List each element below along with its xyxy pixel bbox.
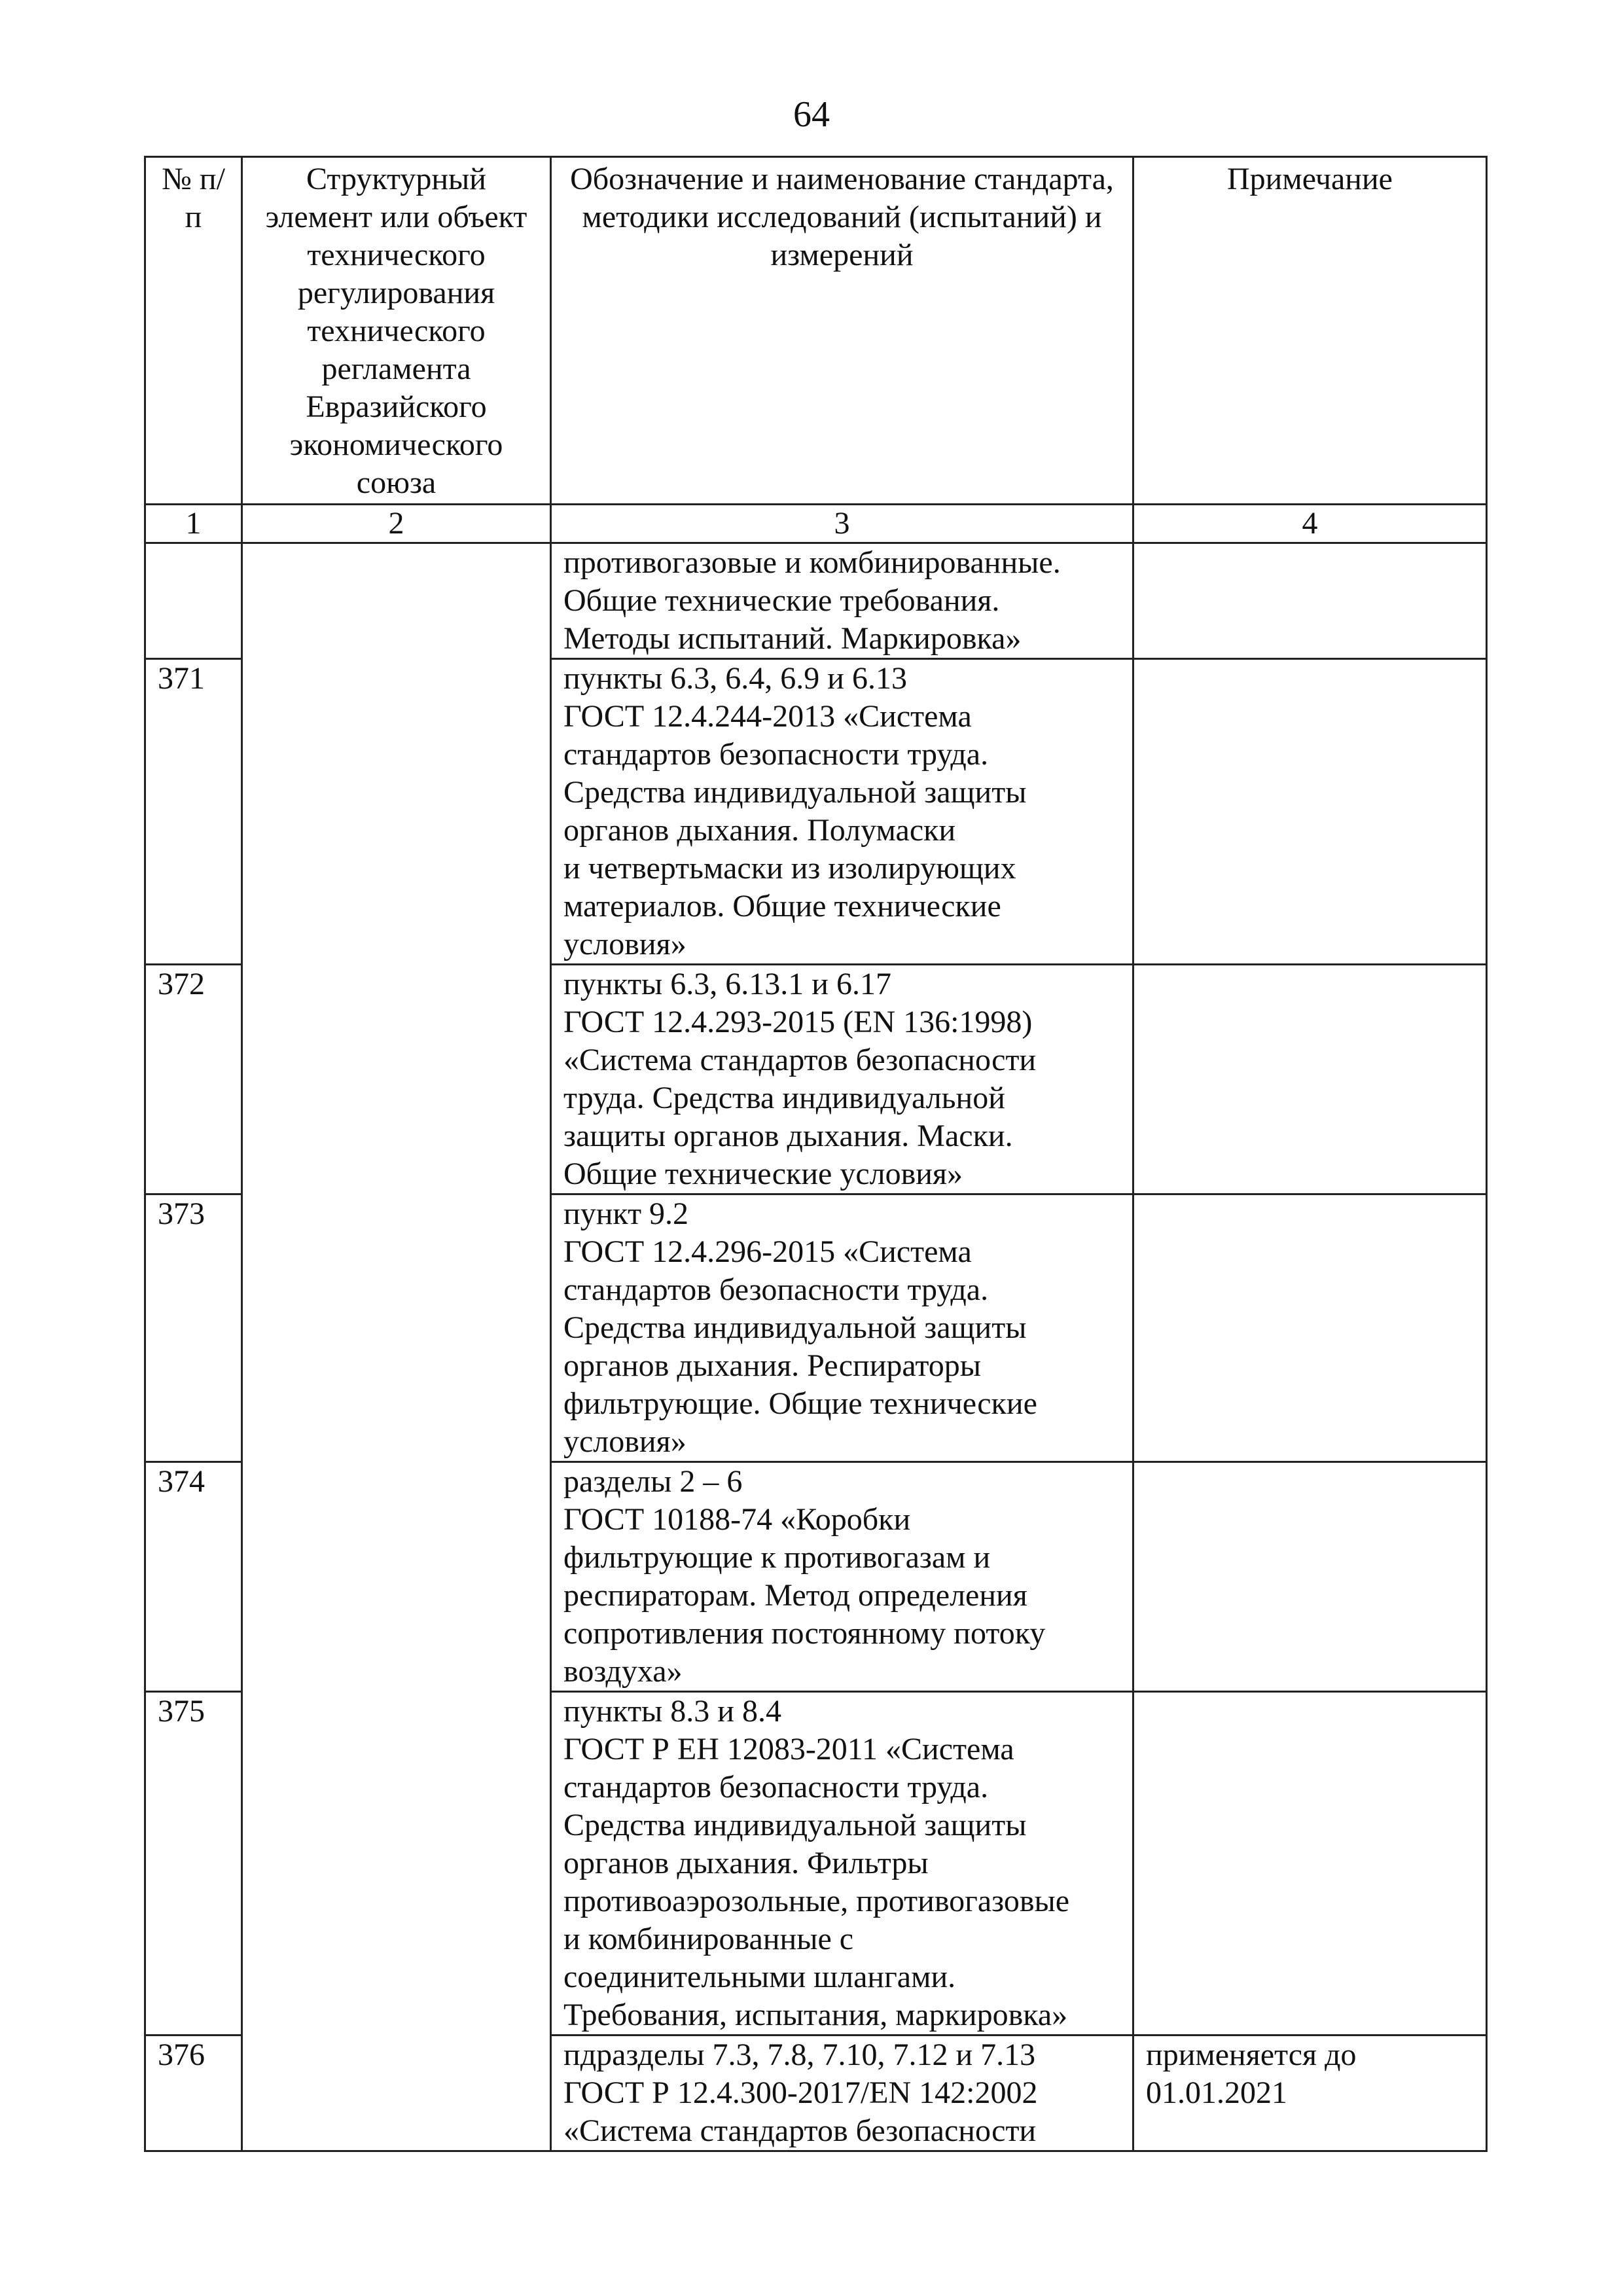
standards-table	[144, 156, 1488, 2152]
row-number: 372	[145, 965, 242, 1194]
header-note: Примечание	[1133, 157, 1487, 505]
table-row	[145, 543, 1487, 659]
standard-cell: противогазовые и комбинированные. Общие технические требования. Методы испытаний. Маркировка»	[551, 543, 1133, 659]
row-number: 376	[145, 2036, 242, 2151]
structural-element-cell	[242, 543, 551, 2151]
standard-cell: пункты 6.3, 6.4, 6.9 и 6.13 ГОСТ 12.4.244-2013 «Система стандартов безопасности труда. Средства индивидуальной защиты органов дыхания. Полумаски и четвертьмаски из изолирующих материалов. Общие технические условия»	[551, 659, 1133, 965]
row-number	[145, 543, 242, 659]
header-standard: Обозначение и наименование стандарта, методики исследований (испытаний) и измерений	[551, 157, 1133, 505]
table-header-row	[145, 157, 1487, 505]
header-structural-element: Структурный элемент или объект технического регулирования технического регламента Евразийского экономического союза	[242, 157, 551, 505]
row-number: 371	[145, 659, 242, 965]
note-cell	[1133, 1462, 1487, 1692]
standard-cell: пункты 8.3 и 8.4 ГОСТ Р ЕН 12083-2011 «Система стандартов безопасности труда. Средства индивидуальной защиты органов дыхания. Фильтры противоаэрозольные, противогазовые и комбинированные с соединительными шлангами. Требования, испытания, маркировка»	[551, 1692, 1133, 2036]
row-number: 375	[145, 1692, 242, 2036]
row-number: 373	[145, 1194, 242, 1462]
note-cell	[1133, 965, 1487, 1194]
standard-cell: пдразделы 7.3, 7.8, 7.10, 7.12 и 7.13 ГОСТ Р 12.4.300-2017/EN 142:2002 «Система стандартов безопасности	[551, 2036, 1133, 2151]
page-number: 64	[793, 94, 830, 135]
header-row-number: № п/п	[145, 157, 242, 505]
column-numbers-row	[145, 505, 1487, 543]
standard-cell: разделы 2 – 6 ГОСТ 10188-74 «Коробки фильтрующие к противогазам и респираторам. Метод определения сопротивления постоянному потоку воздуха»	[551, 1462, 1133, 1692]
note-cell	[1133, 1692, 1487, 2036]
column-number-4: 4	[1133, 505, 1487, 543]
column-number-1: 1	[145, 505, 242, 543]
column-number-3: 3	[551, 505, 1133, 543]
note-cell: применяется до 01.01.2021	[1133, 2036, 1487, 2151]
note-cell	[1133, 543, 1487, 659]
column-number-2: 2	[242, 505, 551, 543]
standard-cell: пункт 9.2 ГОСТ 12.4.296-2015 «Система стандартов безопасности труда. Средства индивидуальной защиты органов дыхания. Респираторы фильтрующие. Общие технические условия»	[551, 1194, 1133, 1462]
standard-cell: пункты 6.3, 6.13.1 и 6.17 ГОСТ 12.4.293-2015 (EN 136:1998) «Система стандартов безопасности труда. Средства индивидуальной защиты органов дыхания. Маски. Общие технические условия»	[551, 965, 1133, 1194]
row-number: 374	[145, 1462, 242, 1692]
note-cell	[1133, 1194, 1487, 1462]
note-cell	[1133, 659, 1487, 965]
